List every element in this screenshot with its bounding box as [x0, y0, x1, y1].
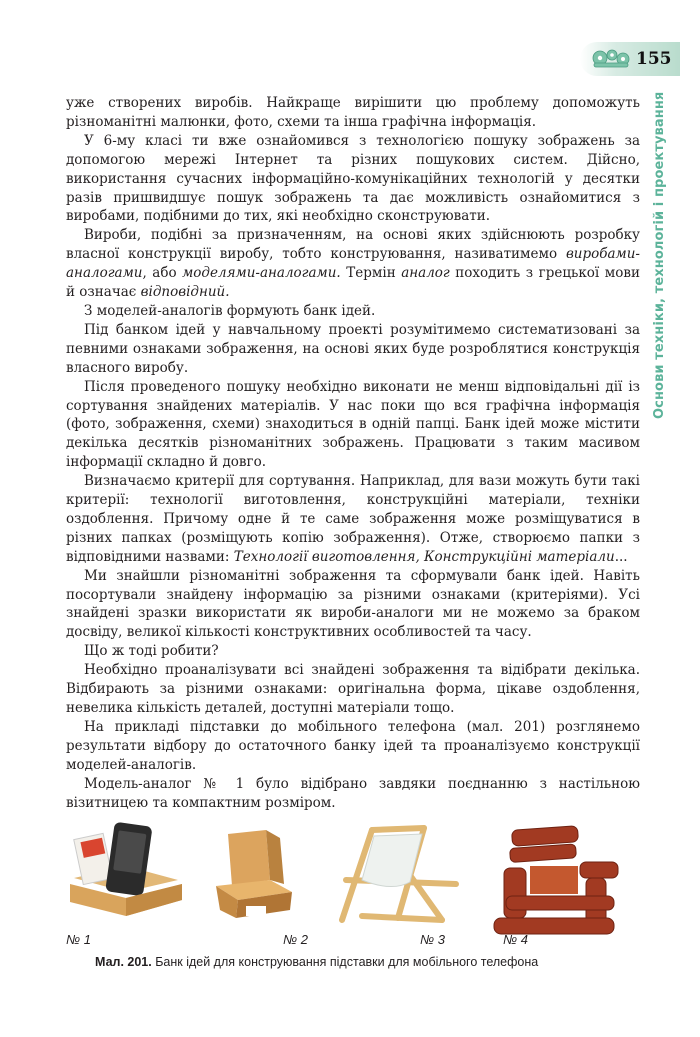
page-number: 155: [636, 49, 672, 69]
paragraph: Під банком ідей у навчальному проекті розумітимемо систематизовані за певними ознаками зображення, на основі яких буде розроблятися конструкція власного виробу.: [66, 321, 640, 376]
figure-label-4: № 4: [503, 932, 528, 947]
paragraph: З моделей-аналогів формують банк ідей.: [84, 302, 376, 319]
figure-phone-stand-4: [490, 822, 630, 942]
side-running-title: Основи техніки, технологій і проектування: [652, 92, 667, 420]
paragraph: У 6-му класі ти вже ознайомився з технологією пошуку зображень за допомогою мережі Інтернет та різних пошукових систем. Дійсно, використання сучасних інформаційно-комунікаційних технологій у десятки разів пришвидшує пошук зображень та дає можливість ознайомитися з виробами, подібними до тих, які необхідно сконструювати.: [66, 132, 640, 225]
paragraph: Необхідно проаналізувати всі знайдені зображення та відібрати декілька. Відбирають за різними ознаками: оригінальна форма, цікаве оздоблення, невелика кількість деталей, доступні матеріали тощо.: [66, 662, 640, 716]
figure-label-3: № 3: [420, 932, 445, 947]
figure-phone-stand-3: [332, 820, 462, 935]
paragraph: уже створених виробів. Найкраще вирішити цю проблему допоможуть різноманітні малюнки, фото, схеми та інша графічна інформація.: [66, 95, 640, 130]
figure-caption: Мал. 201. Банк ідей для конструювання підставки для мобільного телефона: [95, 955, 539, 969]
paragraph: Визначаємо критерії для сортування. Наприклад, для вази можуть бути такі критерії: технології виготовлення, конструкційні матеріали, техніки оздоблення. Причому одне й те саме зображення може розміщуватися в різних папках (розміщують копію зображення). Отже, створюємо папки з відповідними назвами: Технології виготовлення, Конструкційні матеріали...: [66, 473, 640, 565]
paragraph: Що ж тоді робити?: [84, 643, 219, 660]
paragraph: Після проведеного пошуку необхідно виконати не менш відповідальні дії із сортування знайдених матеріалів. У нас поки що вся графічна інформація (фото, зображення, схеми) знаходиться в одній папці. Банк ідей може містити декілька десятків різноманітних зображень. Працювати з таким масивом інформації складно й довго.: [66, 378, 640, 471]
paragraph: Вироби, подібні за призначенням, на основі яких здійснюють розробку власної конструкції виробу, тобто конструювання, називатимемо виробами-аналогами, або моделями-аналогами. Термін аналог походить з грецької мови й означає відповідний.: [66, 227, 640, 301]
decorative-gears-icon: [590, 45, 634, 71]
figure-label-2: № 2: [283, 932, 308, 947]
paragraph: На прикладі підставки до мобільного телефона (мал. 201) розглянемо результати відбору до остаточного банку ідей та проаналізуємо конструкції моделей-аналогів.: [66, 718, 640, 773]
paragraph: Модель-аналог № 1 було відібрано завдяки поєднанню з настільною візитницею та компактним розміром.: [66, 775, 640, 811]
figure-label-1: № 1: [66, 932, 91, 947]
body-text: [66, 94, 640, 812]
figure-phone-stand-2: [206, 826, 306, 926]
paragraph: Ми знайшли різноманітні зображення та сформували банк ідей. Навіть посортували знайдену інформацію за різними ознаками (критеріями). Усі знайдені зразки використати як вироби-аналоги ми не можемо за браком досвіду, великої кількості конструктивних особливостей та часу.: [66, 567, 640, 641]
figure-phone-stand-1: [66, 818, 186, 928]
